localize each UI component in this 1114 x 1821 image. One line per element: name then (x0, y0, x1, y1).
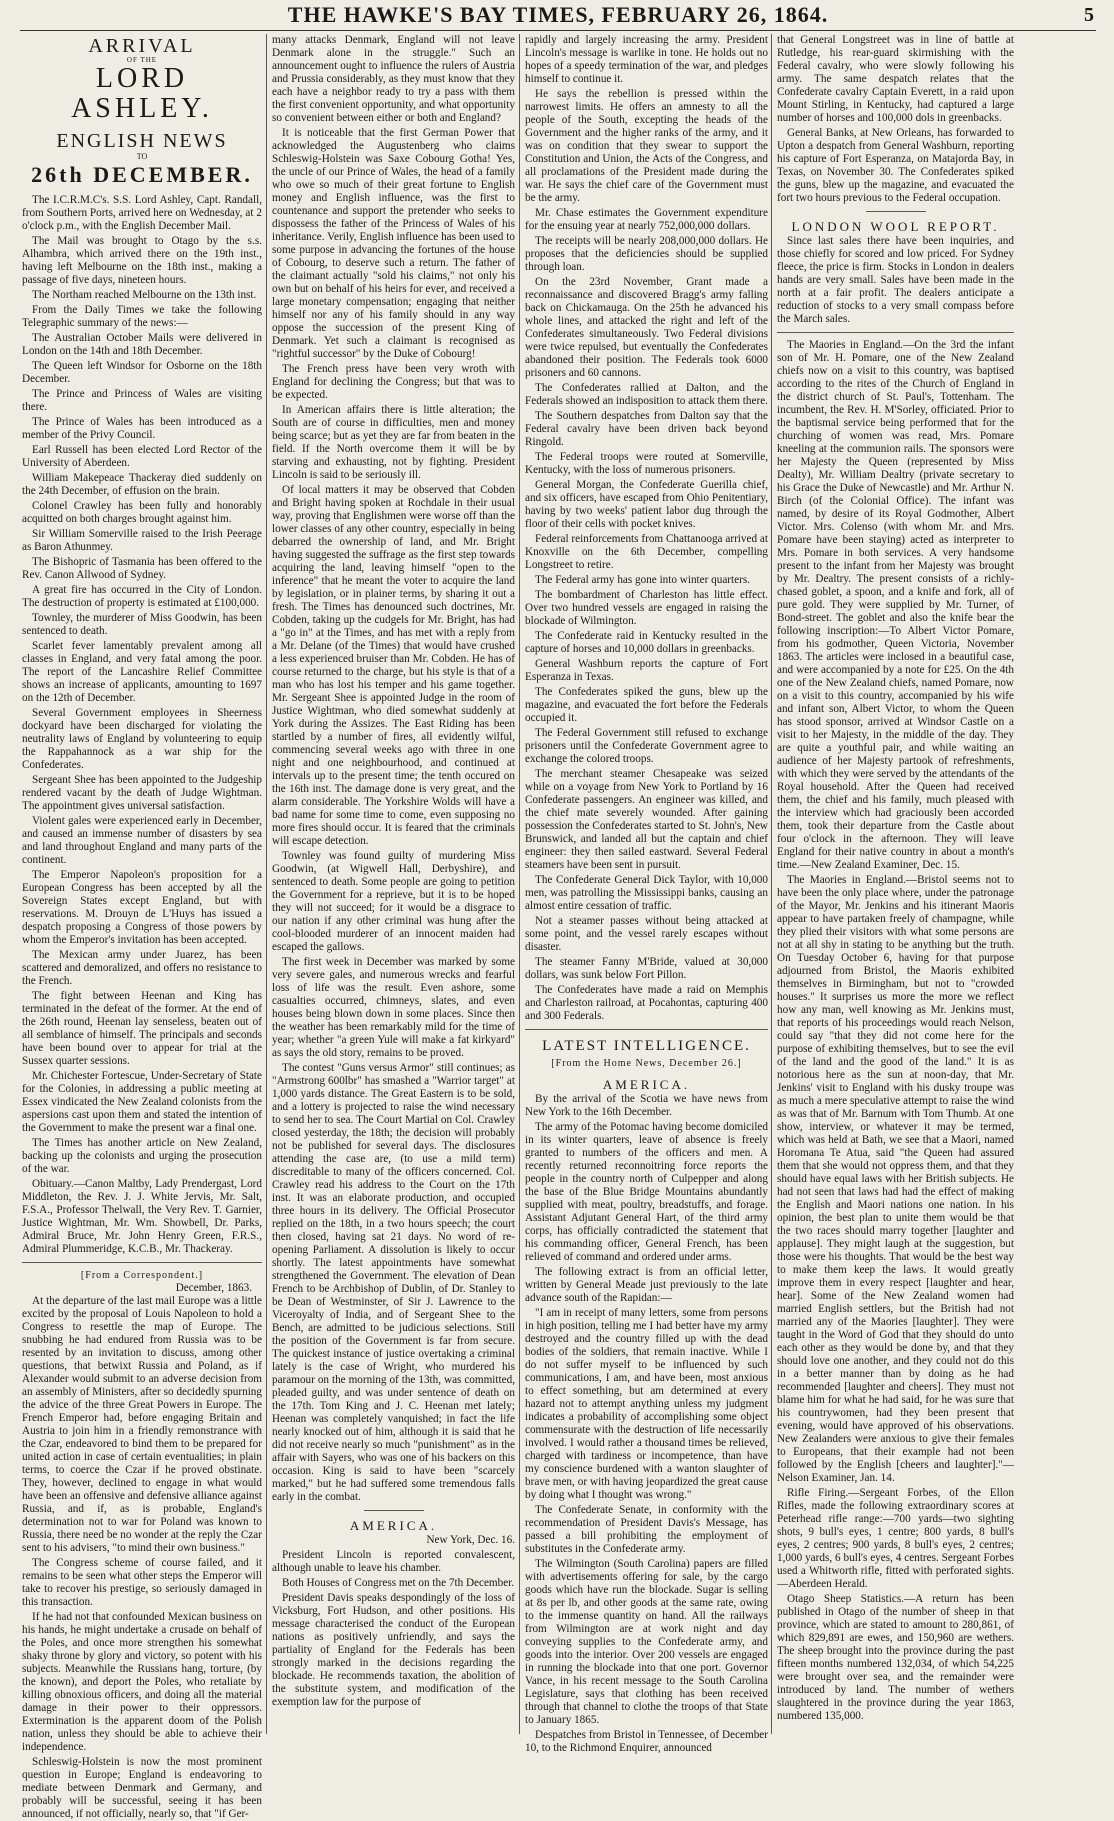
paragraph: Obituary.—Canon Maltby, Lady Prendergast, Lord Middleton, the Rev. J. J. White Jervis, Mr. Salt, F.S.A., Professor Thelwall, the Very Rev. T. Garnier, Justice Wightman, Mr. Wm. Showbell, Dr. Parks, Admiral Bruce, Mr. John Henry Green, F.R.S., Admiral Plummeridge, K.C.B., Mr. Thackeray. (22, 1178, 262, 1255)
paragraph: A great fire has occurred in the City of London. The destruction of property is estimated at £100,000. (22, 584, 262, 609)
paragraph: The Confederate General Dick Taylor, with 10,000 men, was patrolling the Mississippi banks, causing an almost entire cessation of traffic. (525, 874, 768, 912)
page-number: 5 (1084, 4, 1094, 26)
section-divider (525, 1029, 768, 1030)
correspondent-date: December, 1863. (175, 1282, 252, 1294)
paragraph: The Confederates spiked the guns, blew up the magazine, and evacuated the fort before the Federals occupied it. (525, 686, 768, 724)
paragraph: President Lincoln is reported convalescent, although unable to leave his chamber. (272, 1549, 515, 1574)
paragraph: General Banks, at New Orleans, has forwarded to Upton a despatch from General Washburn, reporting his capture of Fort Esperanza, on Matajorda Bay, in Texas, on November 30. The Confederates spiked the guns, blew up the magazine, and evacuated the fort two hours previous to the Federal occupation. (777, 127, 1014, 204)
paragraph: The Federal troops were routed at Somerville, Kentucky, with the loss of numerous prisoners. (525, 451, 768, 476)
america-heading: AMERICA. (349, 1518, 438, 1533)
article-america (272, 1549, 515, 1709)
section-divider (364, 1510, 424, 1511)
paragraph: The merchant steamer Chesapeake was seized while on a voyage from New York to Portland by 16 Confederate passengers. An engineer was killed, and the chief mate severely wounded. After gaining possession the Confederates started to St. John's, New Brunswick, and landed all but the captain and chief engineer: they then sailed eastward. Several Federal steamers have been sent in pursuit. (525, 768, 768, 871)
paragraph: The Queen left Windsor for Osborne on the 18th December. (22, 360, 262, 385)
latest-intelligence-heading: LATEST INTELLIGENCE. (542, 1038, 751, 1054)
paragraph: From the Daily Times we take the following Telegraphic summary of the news:— (22, 304, 262, 329)
america-dateline: New York, Dec. 16. (426, 1534, 515, 1546)
paragraph: Townley, the murderer of Miss Goodwin, has been sentenced to death. (22, 612, 262, 637)
wool-report-heading: LONDON WOOL REPORT. (791, 219, 1000, 234)
paragraph: If he had not that confounded Mexican business on his hands, he might undertake a crusade on behalf of the Poles, and once more strengthen his somewhat shaky throne by glory and victory, so potent with his subjects. Meanwhile the Russians hang, torture, (by the known), and deport the Poles, who retaliate by killing obnoxious officers, and doing all the material damage in their power to their oppressors. Extermination is the apparent doom of the Polish nation, unless they should be able to achieve their independence. (22, 1611, 262, 1753)
paragraph: The army of the Potomac having become domiciled in its winter quarters, leave of absence is freely granted to numbers of the officers and men. A recently returned reconnoitring force reports the people in the country north of Culpepper and along the base of the Blue Bridge Mountains abundantly supplied with meat, poultry, breadstuffs, and forage. Assistant Adjutant General Hart, of the third army corps, has officially contradicted the statement that his commanding officer, General French, has been relieved of command and ordered under arms. (525, 1121, 768, 1263)
headline-news: ENGLISH NEWS (56, 130, 228, 152)
paragraph: He says the rebellion is pressed within the narrowest limits. He offers an amnesty to all the people of the South, excepting the heads of the Government and the higher ranks of the army, and it was on condition that they swear to support the Constitution and Union, the Acts of the Congress, and all proclamations of the President made during the war. He says the chief care of the Government must be the army. (525, 88, 768, 204)
article-america-cont (525, 34, 768, 1023)
paragraph: Federal reinforcements from Chattanooga arrived at Knoxville on the 6th December, compelling Longstreet to retire. (525, 533, 768, 571)
latest-source: [From the Home News, December 26.] (551, 1058, 742, 1069)
paragraph: The Maories in England.—On the 3rd the infant son of Mr. H. Pomare, one of the New Zealand chiefs now on a visit to this country, was baptised according to the rites of the Church of England in the district church of St. Paul's, Tottenham. The incumbent, the Rev. H. M'Sorley, officiated. Prior to the baptismal service being performed that for the churching of women was read, Mrs. Pomare kneeling at the communion rails. The sponsors were her Majesty the Queen (represented by Miss Dealty), Mr. William Dealtry (private secretary to his Grace the Duke of Newcastle) and Mr. Arthur N. Birch (of the Colonial Office). The infant was named, by desire of its Royal Godmother, Albert Victor. Mrs. Colenso (with whom Mr. and Mrs. Pomare have been staying) acted as interpreter to Mrs. Pomare in both services. A very handsome present to the infant from her Majesty was brought by Mr. Dealtry. The present consists of a richly-chased goblet, a spoon, and a knife and fork, all of pure gold. They were supplied by Mr. Turner, of Bond-street. The goblet and also the knife bear the following inscription:—To Albert Victor Pomare, from his godmother, Queen Victoria, November 1863. The articles were inclosed in a beautiful case, and were accompanied by a note for £25. On the 4th one of the New Zealand chiefs, named Pomare, now on a visit to this country, accompanied by his wife and infant son, Albert Victor, to whom the Queen has stood sponsor, arrived at Windsor Castle on a visit to her Majesty, in the middle of the day. They are quite a youthful pair, and while waiting an audience of her Majesty partook of refreshments, with which they were served by the attendants of the Royal household. After the Queen had received them, the chief and his family, much pleased with the interview which had graciously been accorded them, took their departure from the Castle about four o'clock in the afternoon. They will leave England for their native country in about a month's time.—New Zealand Examiner, Dec. 15. (777, 339, 1014, 871)
paragraph: Since last sales there have been inquiries, and those chiefly for scored and low priced. For Sydney fleece, the price is firm. Stocks in London in dealers hands are very small. Sales have been made in the north at a fair profit. The dealers anticipate a reduction of stocks to a very small compass before the March sales. (777, 235, 1014, 325)
paragraph: At the departure of the last mail Europe was a little excited by the proposal of Louis Napoleon to hold a Congress to resettle the map of Europe. The snubbing he had endured from Russia was to be resented by an invitation to discuss, among other questions, that betwixt Russia and Poland, as if Alexander would submit to an adverse decision from an assembly of Ministers, after so decidedly spurning the advice of the three Great Powers in Europe. The French Emperor had, before engaging Britain and Austria to join him in a friendly remonstrance with the Czar, endeavored to bind them to be prepared for united action in case of certain eventualities; in plain terms, to coerce the Czar if he proved obstinate. They, however, declined to engage in what would have been an offensive and defensive alliance against Russia, and if, as is probable, England's determination not to war for Poland was known to Russia, there need be no wonder at the reply the Czar sent to his advisers, "to mind their own business." (22, 1295, 262, 1554)
column-1 (22, 34, 262, 1820)
paragraph: that General Longstreet was in line of battle at Rutledge, his rear-guard skirmishing with the Federal cavalry, who were slowly following his army. The same despatch relates that the Confederate cavalry Captain Everett, in a raid upon Mount Stirling, in Kentucky, had captured a large number of horses and 100,000 dols in greenbacks. (777, 34, 1014, 124)
headline-ship: LORD ASHLEY. (71, 63, 213, 124)
paragraph: Violent gales were experienced early in December, and caused an immense number of disasters by sea and land throughout England and many parts of the continent. (22, 815, 262, 866)
paragraph: rapidly and largely increasing the army. President Lincoln's message is warlike in tone. He holds out no hopes of a speedy termination of the war, and pledges himself to continue it. (525, 34, 768, 85)
paragraph: Both Houses of Congress met on the 7th December. (282, 1577, 515, 1589)
paragraph: It is noticeable that the first German Power that acknowledged the Augustenberg who claims Schleswig-Holstein was Saxe Cobourg Gotha! Yes, the uncle of our Prince of Wales, the head of a family who owe so much of their great fortune to English money and English influence, was the first to countenance and support the pretender who seeks to dispossess the father of the Princess of Wales of his inheritance. Verily, English influence has been used to some purpose in advancing the fortunes of the house of Cobourg, to deserve such a return. The father of the claimant actually "sold his claims," not only his own but on behalf of his heirs for ever, and received a large monetary compensation; engaging that neither himself nor any of his family should in any way oppose the succession of the present King of Denmark. Yet such a claimant is recognised as "rightful successor" by the Duke of Cobourg! (272, 127, 515, 360)
paragraph: Several Government employees in Sheerness dockyard have been discharged for violating the neutrality laws of England by volunteering to equip the Rappahannock as a war ship for the Confederates. (22, 707, 262, 771)
article-latest-america (525, 1093, 768, 1755)
paragraph: The Congress scheme of course failed, and it remains to be seen what other steps the Emperor will take to recover his prestige, so seriously damaged in this transaction. (22, 1557, 262, 1608)
column-2 (272, 34, 515, 1734)
paragraph: The Emperor Napoleon's proposition for a European Congress has been accepted by all the Sovereign States except England, but with reservations. M. Drouyn de L'Huys has issued a despatch proposing a Congress of those powers by whom the Emperor's invitation has been accepted. (22, 869, 262, 946)
headline-of: OF THE (126, 56, 158, 64)
paragraph: The contest "Guns versus Armor" still continues; as "Armstrong 600lbr" has smashed a "Warrior target" at 1,000 yards distance. The Great Eastern is to be sold, and a lottery is projected to raise the wind necessary to send her to sea. The Court Martial on Col. Crawley closed yesterday, the 18th; the decision will probably not be published for several days. The disclosures attending the case are, (to use a mild term) discreditable to many of the officers concerned. Col. Crawley read his address to the Court on the 17th inst. It was an elaborate production, and occupied three hours in its delivery. The Official Prosecutor replied on the 18th, in a two hours speech; the court then closed, having sat 21 days. No word of re-opening Parliament. A dissolution is likely to occur shortly. The latest appointments have somewhat strengthened the Government. The elevation of Dean French to be Archbishop of Dublin, of Dr. Stanley to be Dean of Westminster, of Sir J. Lawrence to the Viceroyalty of India, and of Sergeant Shee to the Bench, are admitted to be judicious selections. Still the position of the Government is far from secure. The quickest instance of justice overtaking a criminal lately is the case of Wright, who murdered his paramour on the morning of the 13th, was committed, pleaded guilty, and was under sentence of death on the 17th. Tom King and J. C. Heenan met lately; Heenan was completely vanquished; in fact the life nearly knocked out of him, although it is said that he did not receive nearly so much "punishment" as in the affair with Sayers, who was one of his backers on this occasion. King is said to have been "scarcely marked," but he had suffered some tremendous falls early in the combat. (272, 1062, 515, 1503)
section-divider (866, 211, 926, 212)
paragraph: The French press have been very wroth with England for declining the Congress; but that was to be expected. (272, 363, 515, 401)
article-correspondent-cont (272, 34, 515, 1504)
masthead-title: THE HAWKE'S BAY TIMES, FEBRUARY 26, 1864. (287, 2, 829, 27)
paragraph: In American affairs there is little alteration; the South are of course in difficulties, men and money being scarce; but as yet they are far from beaten in the field. If the North overcome them it will be by starving and exhausting, not by fighting. President Lincoln is said to be seriously ill. (272, 404, 515, 481)
masthead (20, 0, 1096, 31)
paragraph: The receipts will be nearly 208,000,000 dollars. He proposes that the deficiencies should be supplied through loan. (525, 235, 768, 273)
section-divider (777, 332, 1014, 333)
column-4 (777, 34, 1014, 1734)
paragraph: Otago Sheep Statistics.—A return has been published in Otago of the number of sheep in that province, which are stated to amount to 280,861, of which 829,891 are ewes, and 150,960 are wethers. The sheep brought into the province during the past fifteen months numbered 132,034, of which 54,225 were brought over sea, and the remainder were introduced by land. The number of wethers slaughtered in the province during the year 1863, numbered 135,000. (777, 1593, 1014, 1722)
paragraph: The fight between Heenan and King has terminated in the defeat of the former. At the end of the 26th round, Heenan lay senseless, beaten out of all semblance of himself. The principals and seconds have been bound over to appear for trial at the Sussex quarter sessions. (22, 990, 262, 1067)
correspondent-heading: [From a Correspondent.] (80, 1270, 204, 1281)
paragraph: Sergeant Shee has been appointed to the Judgeship rendered vacant by the death of Judge Wightman. The appointment gives universal satisfaction. (22, 774, 262, 812)
paragraph: William Makepeace Thackeray died suddenly on the 24th December, of effusion on the brain. (22, 472, 262, 497)
paragraph: The Mexican army under Juarez, has been scattered and demoralized, and offers no resistance to the French. (22, 949, 262, 987)
paragraph: The first week in December was marked by some very severe gales, and numerous wrecks and fearful loss of life was the result. Even ashore, some casualties occurred, chimneys, slates, and even houses being blown down in some places. Since then the weather has been remarkably mild for the time of year; whether "a green Yule will make a fat kirkyard" as says the old story, remains to be proved. (272, 956, 515, 1059)
paragraph: The steamer Fanny M'Bride, valued at 30,000 dollars, was sunk below Fort Pillon. (525, 956, 768, 981)
article-arrival (22, 194, 262, 1256)
paragraph: Despatches from Bristol in Tennessee, of December 10, to the Richmond Enquirer, announced (525, 1729, 768, 1754)
article-wool-report (777, 235, 1014, 326)
paragraph: By the arrival of the Scotia we have news from New York to the 16th December. (525, 1093, 768, 1118)
paragraph: The Federal army has gone into winter quarters. (535, 574, 750, 586)
paragraph: Scarlet fever lamentably prevalent among all classes in England, and very fatal among the poor. The report of the Lancashire Relief Committee shows an increase of applicants, amounting to 1697 on the 12th of December. (22, 640, 262, 704)
column-rule (519, 34, 520, 1734)
paragraph: General Washburn reports the capture of Fort Esperanza in Texas. (525, 658, 768, 683)
paragraph: Schleswig-Holstein is now the most prominent question in Europe; England is endeavoring to mediate between Denmark and Germany, and probably will be successful, seeing it has been announced, if not officially, nearly so, that "if Ger- (22, 1756, 262, 1820)
america-heading-2: AMERICA. (602, 1077, 691, 1092)
paragraph: Earl Russell has been elected Lord Rector of the University of Aberdeen. (22, 444, 262, 469)
paragraph: Mr. Chase estimates the Government expenditure for the ensuing year at nearly 752,000,000 dollars. (525, 207, 768, 232)
paragraph: On the 23rd November, Grant made a reconnaissance and discovered Bragg's army falling back on Chickamauga. On the 25th he advanced his whole lines, and attacked the right and left of the Confederates simultaneously. Two Federal divisions were twice repulsed, but eventually the Confederates abandoned their position. The Federals took 6000 prisoners and 60 cannons. (525, 276, 768, 379)
paragraph: Mr. Chichester Fortescue, Under-Secretary of State for the Colonies, in addressing a public meeting at Essex vindicated the New Zealand colonists from the aspersions cast upon them and stated the intention of the Government to make the present war a final one. (22, 1070, 262, 1134)
paragraph: The Wilmington (South Carolina) papers are filled with advertisements offering for sale, by the cargo goods which have run the blockade. Sugar is selling at 8s per lb, and other goods at the same rate, owing to the immense quantity on hand. All the railways from Wilmington are at work night and day conveying supplies to the Confederate army, and goods into the interior. Over 200 vessels are engaged in running the blockade into that one port. Governor Vance, in his recent message to the South Carolina Legislature, says that clothing has been received through that channel to clothe the troops of that State to January 1865. (525, 1558, 768, 1726)
paragraph: Not a steamer passes without being attacked at some point, and the vessel rarely escapes without disaster. (525, 915, 768, 953)
paragraph: The Confederate Senate, in conformity with the recommendation of President Davis's Message, has passed a bill prohibiting the employment of substitutes in the Confederate army. (525, 1504, 768, 1555)
article-correspondent (22, 1295, 262, 1821)
paragraph: many attacks Denmark, England will not leave Denmark alone in the struggle." Such an announcement ought to influence the rulers of Austria and Prussia considerably, as they must know that they each have a neighbor ready to try a pass with them the first convenient opportunity, and what opportunity so convenient between either or both and England? (272, 34, 515, 124)
paragraph: The following extract is from an official letter, written by General Meade just previously to the late advance south of the Rapidan:— (525, 1266, 768, 1304)
section-divider (22, 1262, 262, 1263)
headline-arrival: ARRIVAL (88, 35, 196, 57)
paragraph: The Confederates have made a raid on Memphis and Charleston railroad, at Pocahontas, capturing 400 and 300 Federals. (525, 984, 768, 1022)
paragraph: The Bishopric of Tasmania has been offered to the Rev. Canon Allwood of Sydney. (22, 556, 262, 581)
paragraph: Colonel Crawley has been fully and honorably acquitted on both charges brought against him. (22, 500, 262, 525)
paragraph: The Confederates rallied at Dalton, and the Federals showed an indisposition to attack them there. (525, 382, 768, 407)
headline-to: TO (136, 152, 148, 161)
paragraph: The Northam reached Melbourne on the 13th inst. (32, 289, 257, 301)
article-latest-cont (777, 34, 1014, 205)
column-rule (771, 34, 772, 1734)
paragraph: The I.C.R.M.C's. S.S. Lord Ashley, Capt. Randall, from Southern Ports, arrived here on Wednesday, at 2 o'clock p.m., with the English December Mail. (22, 194, 262, 232)
paragraph: Rifle Firing.—Sergeant Forbes, of the Ellon Rifles, made the following extraordinary scores at Peterhead rifle range:—700 yards—two sighting shots, 9 bull's eyes, 1 centre; 800 yards, 8 bull's eyes, 2 centres; 900 yards, 8 bull's eyes, 2 centres; 1,000 yards, 6 bull's eyes, 4 centres. Sergeant Forbes used a Whitworth rifle, fitted with perforated sights.—Aberdeen Herald. (777, 1487, 1014, 1590)
paragraph: The bombardment of Charleston has little effect. Over two hundred vessels are engaged in raising the blockade of Wilmington. (525, 589, 768, 627)
paragraph: The Federal Government still refused to exchange prisoners until the Confederate Government agree to exchange the colored troops. (525, 727, 768, 765)
article-maories (777, 339, 1014, 1723)
paragraph: Sir William Somerville raised to the Irish Peerage as Baron Athunmey. (22, 528, 262, 553)
paragraph: Of local matters it may be observed that Cobden and Bright having spoken at Rochdale in their usual way, proving that Englishmen were worse off than the lower classes of any other country, especially in being debarred the ownership of land, and Mr. Bright having suggested the suffrage as the first step towards acquiring the land, leaving himself "open to the inference" that he meant the voter to acquire the land by legislation, or in plainer terms, by sharing it out a fresh. The Times has denounced such doctrines, Mr. Cobden, taking up the cudgels for Mr. Bright, has had a "go in" at the Times, and has met with a reply from a Mr. Delane (of the Times) that would have crushed a less experienced bruiser than Mr. Cobden. He has of course returned to the charge, but his style is that of a man who has lost his temper and his game together. Mr. Sergeant Shee is appointed Judge in the room of Justice Wightman, who died somewhat suddenly at York during the Assizes. The East Riding has been startled by a number of fires, all evidently wilful, commencing several weeks ago with three in one night and one neighbourhood, and continued at intervals up to the present time; the tenth occured on the 16th inst. The damage done is very great, and the alarm considerable. The Yorkshire Wolds will have a bad name for some time to come, even supposing no more fires should occur. It is feared that the criminals will escape detection. (272, 484, 515, 847)
paragraph: The Southern despatches from Dalton say that the Federal cavalry have been driven back beyond Ringold. (525, 410, 768, 448)
paragraph: The Times has another article on New Zealand, backing up the colonists and urging the prosecution of the war. (22, 1137, 262, 1175)
column-3 (525, 34, 768, 1754)
paragraph: The Confederate raid in Kentucky resulted in the capture of horses and 10,000 dollars in greenbacks. (525, 630, 768, 655)
paragraph: The Mail was brought to Otago by the s.s. Alhambra, which arrived there on the 19th inst., having left Melbourne on the 18th inst., making a passage of five days, nineteen hours. (22, 235, 262, 286)
paragraph: "I am in receipt of many letters, some from persons in high position, telling me I had better have my army destroyed and the country filled up with the dead bodies of the soldiers, that remain inactive. While I do not suffer myself to be influenced by such communications, I am, and have been, most anxious to effect something, but am determined at every hazard not to attempt anything unless my judgment indicates a probability of accomplishing some object commensurate with the destruction of life necessarily involved. I would rather a thousand times be relieved, charged with tardiness or incompetence, than have my conscience burdened with a wanton slaughter of brave men, or with having jeopardized the great cause by doing what I thought was wrong." (525, 1307, 768, 1501)
paragraph: General Morgan, the Confederate Guerilla chief, and six officers, have escaped from Ohio Penitentiary, having by two weeks' patient labor dug through the floor of their cells with pocket knives. (525, 479, 768, 530)
paragraph: The Australian October Mails were delivered in London on the 14th and 18th December. (22, 332, 262, 357)
paragraph: The Prince of Wales has been introduced as a member of the Privy Council. (22, 416, 262, 441)
paragraph: The Prince and Princess of Wales are visiting there. (22, 388, 262, 413)
paragraph: President Davis speaks despondingly of the loss of Vicksburg, Fort Hudson, and other positions. His message characterised the conduct of the European nations as positively unfriendly, and says the partiality of England for the Federals has been strongly marked in the decisions regarding the blockade. He recommends taxation, the abolition of the substitute system, and modification of the exemption law for the purpose of (272, 1592, 515, 1708)
column-rule (266, 34, 267, 1734)
headline-date: 26th DECEMBER. (31, 162, 253, 187)
paragraph: The Maories in England.—Bristol seems not to have been the only place where, under the patronage of the Mayor, Mr. Jenkins and his itinerant Maoris appear to have partaken freely of champagne, while they plied their visitors with what some persons are not at all shy in stating to be anything but the truth. On Tuesday October 6, having for that purpose adjourned from Bristol, the Maoris exhibited themselves in Birmingham, but not to "crowded houses." It surprises us more the more we reflect how any man, well knowing as Mr. Jenkins must, that reports of his proceedings would reach Nelson, could say "that they did not come here for the purpose of exhibiting themselves, but to see the evil of the land and the good of the land." It is as notorious here as the sun at noon-day, that Mr. Jenkins' visit to England with his dusky troupe was as much a mere speculative attempt to raise the wind as was that of Mr. Barnum with Tom Thumb. At one show, interview, or whatever it may be termed, which was held at Bath, we see that a Maori, named Horomana Te Atua, said "the Queen had assured them that she would not oppress them, and that they should have equal laws with her British subjects. He had not seen that laws had had the effect of making the English and Maori nations one nation. In his opinion, the best plan to unite them would be that the two races should marry together [laughter and applause]. They might laugh at the suggestion, but those were his thoughts. That would be the best way to make them keep the laws. It would greatly improve them in every respect [laughter and hear, hear]. Some of the New Zealand women had married English settlers, but the British had not married any of the Maories [laughter]. They were taught in the Word of God that they should do unto each other as they would be done by, and that they should love one another, and they could not do this in a better manner than by doing as he had recommended [laughter and cheers]. They must not blame him for what he had said, for he was sure that his countrywomen, had they been present that evening, would have approved of his observations. New Zealanders were anxious to give their females to Europeans, that their example had not been followed by the English [cheers and laughter]."—Nelson Examiner, Jan. 14. (777, 874, 1014, 1484)
paragraph: Townley was found guilty of murdering Miss Goodwin, (at Wigwell Hall, Derbyshire), and sentenced to death. Some people are going to petition the Government for a reprieve, but it is to be hoped they will not succeed; for it would be a disgrace to our nation if any other criminal was hung after the cool-blooded murderer of an innocent maiden had escaped the gallows. (272, 850, 515, 953)
